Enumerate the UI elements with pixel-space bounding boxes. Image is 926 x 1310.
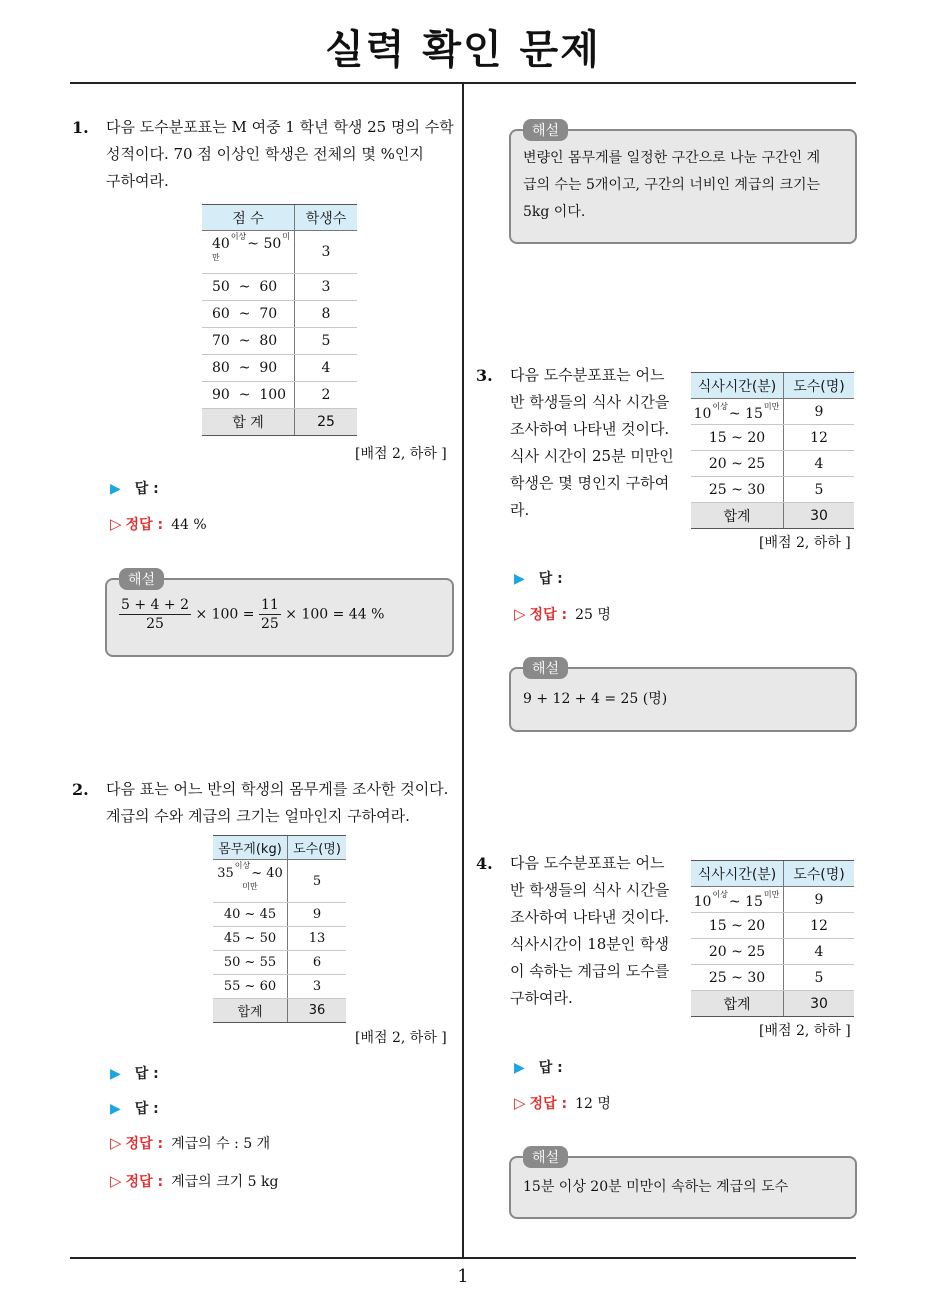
solution-label: 정답 : [529, 607, 568, 623]
frequency: 5 [295, 328, 358, 355]
q4-answer-field[interactable] [514, 1057, 563, 1077]
solution-value: 계급의 수 : 5 개 [171, 1136, 271, 1152]
q2-solution-1 [110, 1133, 270, 1153]
q3-score: [배점 2, 하하 ] [759, 535, 851, 551]
total-value: 36 [288, 999, 347, 1023]
numerator: 11 [260, 597, 279, 613]
solution-arrow-icon: ▷ [514, 605, 526, 623]
class-interval: 60 ~ 70 [202, 301, 295, 328]
q2-score: [배점 2, 하하 ] [355, 1030, 447, 1046]
table-row [202, 328, 357, 355]
question-2-text [106, 776, 448, 830]
text-line: 다음 표는 어느 반의 학생의 몸무게를 조사한 것이다. [106, 780, 449, 798]
solution-arrow-icon: ▷ [110, 1134, 122, 1152]
table-row [213, 975, 346, 999]
table-row [202, 231, 357, 274]
table-row [691, 913, 854, 939]
explanation-tag: 해설 [119, 568, 164, 590]
question-3-text [510, 362, 674, 524]
table-row [691, 477, 854, 503]
table-row [202, 355, 357, 382]
frequency: 3 [288, 975, 347, 999]
table-header: 점 수 [202, 205, 295, 231]
total-label: 합계 [691, 503, 784, 529]
class-interval: 15 ~ 20 [691, 913, 784, 939]
q2-explanation-text [523, 145, 845, 226]
solution-label: 정답 : [125, 1136, 164, 1152]
frequency: 8 [295, 301, 358, 328]
denominator: 25 [146, 616, 164, 632]
q2-answer-field-1[interactable] [110, 1063, 159, 1083]
frequency: 5 [784, 477, 855, 503]
answer-arrow-icon: ▶ [110, 1066, 121, 1082]
text-line: 식사 시간이 25분 미만인 [510, 447, 674, 465]
q4-frequency-table [691, 860, 854, 1017]
total-value: 25 [295, 409, 358, 436]
class-interval: $35^{이상}\sim$ $40^{미만}$ [213, 860, 288, 903]
class-interval: 70 ~ 80 [202, 328, 295, 355]
formula-text: × 100 = 44 % [285, 606, 385, 623]
class-interval: 20 ~ 25 [691, 451, 784, 477]
text-line: 5kg 이다. [523, 204, 586, 220]
q2-explanation-box [509, 123, 857, 244]
class-interval: $10^{이상}\sim$ $15^{미만}$ [691, 399, 784, 425]
question-4-number: 4. [476, 854, 493, 873]
text-line: 반 학생들의 식사 시간을 [510, 393, 670, 411]
q2-solution-2 [110, 1171, 278, 1191]
class-interval: 20 ~ 25 [691, 939, 784, 965]
total-label: 합 계 [202, 409, 295, 436]
table-total-row [202, 409, 357, 436]
table-row [213, 951, 346, 975]
bottom-rule [70, 1257, 856, 1259]
text-line: 구하여라. [510, 989, 573, 1007]
answer-label: 답 : [538, 1060, 563, 1076]
frequency: 9 [784, 887, 855, 913]
q3-frequency-table [691, 372, 854, 529]
text-line: 성적이다. 70 점 이상인 학생은 전체의 몇 %인지 [106, 145, 424, 163]
solution-value: 계급의 크기 5 kg [171, 1174, 279, 1190]
answer-label: 답 : [538, 571, 563, 587]
frequency: 4 [295, 355, 358, 382]
text-line: 학생은 몇 명인지 구하여 [510, 474, 670, 492]
page-title: 실력 확인 문제 [325, 27, 601, 73]
table-total-row [691, 503, 854, 529]
text-line: 조사하여 나타낸 것이다. [510, 908, 670, 926]
class-interval: 15 ~ 20 [691, 425, 784, 451]
solution-arrow-icon: ▷ [110, 1172, 122, 1190]
solution-label: 정답 : [529, 1096, 568, 1112]
frequency: 2 [295, 382, 358, 409]
table-header: 몸무게(kg) [213, 836, 288, 860]
table-row [691, 399, 854, 425]
table-row [691, 425, 854, 451]
solution-value: 12 명 [575, 1096, 611, 1112]
table-header: 도수(명) [288, 836, 347, 860]
solution-arrow-icon: ▷ [514, 1094, 526, 1112]
fraction [119, 596, 191, 633]
table-total-row [213, 999, 346, 1023]
q3-explanation-box [509, 661, 857, 732]
table-total-row [691, 991, 854, 1017]
text-line: 다음 도수분포표는 어느 [510, 366, 665, 384]
frequency: 13 [288, 927, 347, 951]
text-line: 급의 수는 5개이고, 구간의 너비인 계급의 크기는 [523, 177, 821, 193]
solution-label: 정답 : [125, 1174, 164, 1190]
frequency: 9 [784, 399, 855, 425]
table-row [691, 887, 854, 913]
frequency: 3 [295, 274, 358, 301]
total-value: 30 [784, 503, 855, 529]
explanation-tag: 해설 [523, 119, 568, 141]
answer-arrow-icon: ▶ [110, 1101, 121, 1117]
question-1-number: 1. [72, 118, 89, 137]
total-label: 합계 [691, 991, 784, 1017]
explanation-tag: 해설 [523, 657, 568, 679]
answer-label: 답 : [134, 481, 159, 497]
table-row [202, 274, 357, 301]
fraction [259, 596, 281, 633]
q1-solution [110, 514, 207, 534]
solution-arrow-icon: ▷ [110, 515, 122, 533]
frequency: 9 [288, 903, 347, 927]
table-row [213, 860, 346, 903]
formula-text: × 100 = [195, 606, 255, 623]
class-interval: 45 ~ 50 [213, 927, 288, 951]
answer-arrow-icon: ▶ [110, 481, 121, 497]
table-header: 식사시간(분) [691, 373, 784, 399]
explanation-tag: 해설 [523, 1146, 568, 1168]
q2-frequency-table [213, 835, 346, 1023]
answer-arrow-icon: ▶ [514, 571, 525, 587]
class-interval: 80 ~ 90 [202, 355, 295, 382]
table-row [213, 903, 346, 927]
frequency: 12 [784, 913, 855, 939]
frequency: 4 [784, 451, 855, 477]
q1-explanation-formula [119, 596, 442, 633]
solution-value: 25 명 [575, 607, 611, 623]
class-interval: 55 ~ 60 [213, 975, 288, 999]
q4-explanation-text: 15분 이상 20분 미만이 속하는 계급의 도수 [523, 1179, 789, 1195]
q3-answer-field[interactable] [514, 568, 563, 588]
column-divider [462, 84, 464, 1257]
text-line: 다음 도수분포표는 M 여중 1 학년 학생 25 명의 수학 [106, 118, 454, 136]
q1-frequency-table [202, 204, 357, 436]
page-number: 1 [457, 1266, 469, 1287]
text-line: 라. [510, 501, 530, 519]
text-line: 계급의 수와 계급의 크기는 얼마인지 구하여라. [106, 807, 410, 825]
class-interval: 50 ~ 60 [202, 274, 295, 301]
class-interval: 50 ~ 55 [213, 951, 288, 975]
q2-answer-field-2[interactable] [110, 1098, 159, 1118]
answer-label: 답 : [134, 1101, 159, 1117]
table-row [202, 301, 357, 328]
q4-explanation-box [509, 1150, 857, 1219]
solution-label: 정답 : [125, 517, 164, 533]
table-header: 학생수 [295, 205, 358, 231]
class-interval: $40^{이상}\sim$ $50^{미만}$ [202, 231, 295, 274]
q1-score: [배점 2, 하하 ] [355, 446, 447, 462]
answer-arrow-icon: ▶ [514, 1060, 525, 1076]
table-header: 도수(명) [784, 373, 855, 399]
text-line: 다음 도수분포표는 어느 [510, 854, 665, 872]
table-row [691, 939, 854, 965]
table-header: 도수(명) [784, 861, 855, 887]
question-4-text [510, 850, 669, 1012]
table-row [691, 451, 854, 477]
frequency: 5 [784, 965, 855, 991]
solution-value: 44 % [171, 517, 207, 533]
class-interval: $10^{이상}\sim$ $15^{미만}$ [691, 887, 784, 913]
class-interval: 25 ~ 30 [691, 477, 784, 503]
question-2-number: 2. [72, 780, 89, 799]
q3-explanation-text: 9 + 12 + 4 = 25 (명) [523, 691, 668, 707]
question-3-number: 3. [476, 366, 493, 385]
total-label: 합계 [213, 999, 288, 1023]
q1-explanation-box [105, 572, 454, 657]
table-row [213, 927, 346, 951]
total-value: 30 [784, 991, 855, 1017]
numerator: 5 + 4 + 2 [121, 597, 189, 613]
table-row [691, 965, 854, 991]
class-interval: 90 ~ 100 [202, 382, 295, 409]
q4-solution [514, 1093, 611, 1113]
table-header: 식사시간(분) [691, 861, 784, 887]
question-1-text [106, 114, 454, 195]
table-row [202, 382, 357, 409]
q4-score: [배점 2, 하하 ] [759, 1023, 851, 1039]
class-interval: 25 ~ 30 [691, 965, 784, 991]
text-line: 이 속하는 계급의 도수를 [510, 962, 670, 980]
frequency: 6 [288, 951, 347, 975]
frequency: 5 [288, 860, 347, 903]
answer-label: 답 : [134, 1066, 159, 1082]
frequency: 4 [784, 939, 855, 965]
q1-answer-field[interactable] [110, 478, 159, 498]
class-interval: 40 ~ 45 [213, 903, 288, 927]
denominator: 25 [260, 616, 279, 632]
frequency: 12 [784, 425, 855, 451]
frequency: 3 [295, 231, 358, 274]
text-line: 변량인 몸무게를 일정한 구간으로 나눈 구간인 계 [523, 150, 821, 166]
text-line: 식사시간이 18분인 학생 [510, 935, 670, 953]
text-line: 구하여라. [106, 172, 169, 190]
text-line: 반 학생들의 식사 시간을 [510, 881, 670, 899]
q3-solution [514, 604, 611, 624]
text-line: 조사하여 나타낸 것이다. [510, 420, 670, 438]
